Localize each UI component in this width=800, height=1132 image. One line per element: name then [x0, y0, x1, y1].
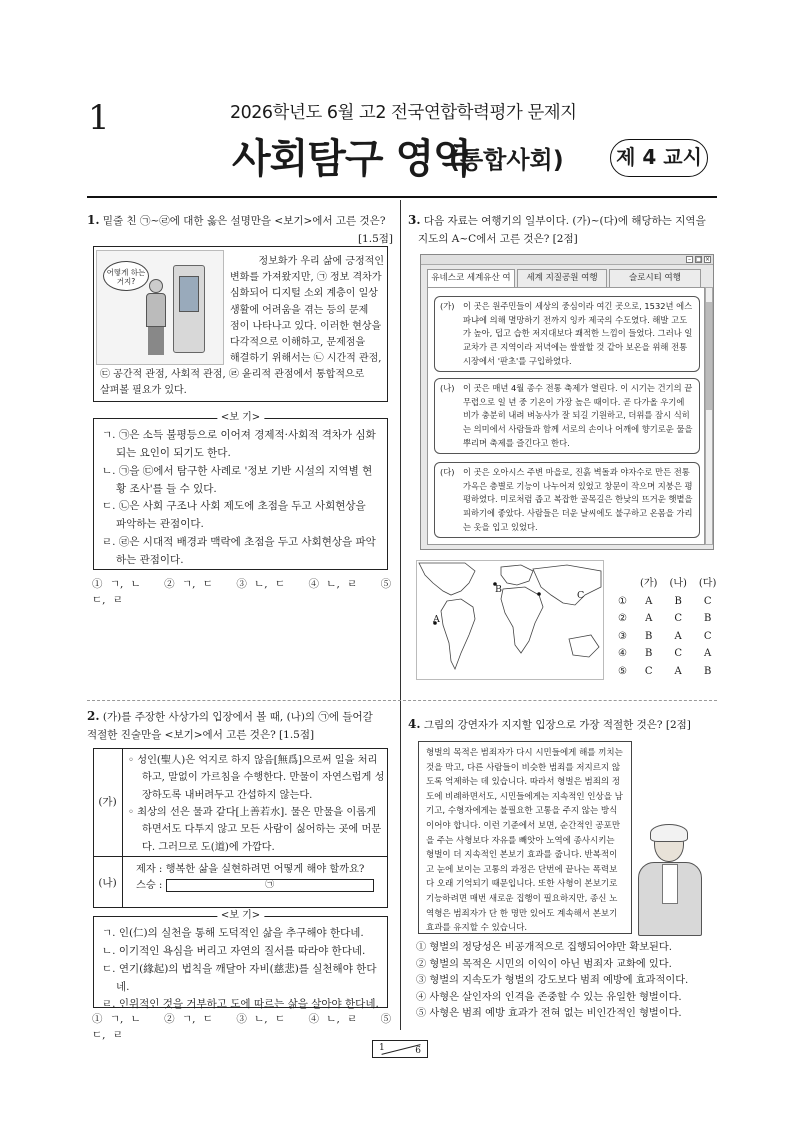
- subject-title: 사회탐구 영역: [232, 136, 471, 182]
- lecturer-wig: [650, 824, 688, 842]
- window-content: [427, 287, 705, 545]
- tab-unesco[interactable]: 유네스코 세계유산 여: [427, 269, 515, 287]
- q2-bogi-item: ㄷ. 연기(緣起)의 법칙을 깨달아 자비(慈悲)를 실천해야 한다네.: [102, 962, 377, 993]
- tab-slowcity[interactable]: 슬로시티 여행: [609, 269, 701, 287]
- close-icon[interactable]: ×: [705, 256, 711, 263]
- q1-choice-1[interactable]: ① ㄱ, ㄴ: [92, 578, 141, 590]
- q3-answer-cell: C: [644, 665, 653, 677]
- q2-choice-2[interactable]: ② ㄱ, ㄷ: [164, 1013, 213, 1025]
- q1-passage-line: 다각적으로 이해하고, 문제점을: [230, 336, 366, 348]
- q3-answer-cell: B: [703, 665, 712, 677]
- section-divider: [87, 700, 717, 701]
- q1-points: [1.5점]: [357, 232, 393, 245]
- q1-passage-line: 정보화가 우리 삶에 긍정적인: [258, 256, 384, 267]
- q4-lecture-passage: 형벌의 목적은 범죄자가 다시 시민들에게 해를 끼치는 것을 막고, 다른 사람들이 비슷한 범죄를 저지르지 않도록 억제하는 데 있습니다. 따라서 형벌은 범죄의 정도에 비례하면서도, 시민들에게는 지속적인 인상을 남기고, 수형자에게는 불필요한 고통을 주지 않는 방식이어야 합니다. 이런 기준에서 보면, 순간적인 공포만을 주는 사형보다 자유를 빼앗아 노역에 종사시키는 형벌이 더 지속적인 본보기 효과를 줍니다. 반복적이고 눈에 보이는 고통의 과정은 단번에 끝나는 폭력보다 오래 기억되기 때문입니다. 또한 사형이 본보기로 기능하려면 매번 새로운 집행이 필요하지만, 종신 노역형은 범죄자가 단 한 명만 있어도 계속해서 본보기 효과를 유지할 수 있습니다.: [418, 741, 632, 934]
- q3-answer-num[interactable]: ③: [618, 630, 627, 642]
- q4-choice-5[interactable]: ⑤ 사형은 범죄 예방 효과가 전혀 없는 비인간적인 형벌이다.: [416, 1008, 682, 1020]
- q1-stem: [87, 210, 393, 249]
- q3-answer-cell: A: [704, 648, 712, 659]
- q4-stem: [408, 714, 718, 735]
- q2-stem: [87, 706, 393, 745]
- q1-bogi-item: ㄹ. ㉣은 시대적 배경과 맥락에 초점을 두고 사회현상을 파악하는 관점이다.: [102, 536, 376, 566]
- item-label: (가): [440, 301, 455, 311]
- q2-na-student: 제자 : 행복한 삶을 실현하려면 어떻게 해야 할까요?: [136, 864, 365, 875]
- q3-answer-cell: C: [674, 613, 682, 624]
- q1-choices: [92, 576, 392, 609]
- item-text: 이 곳은 원주민들이 세상의 중심이라 여긴 곳으로, 1532년 에스파냐에 의해 멸망하기 전까지 잉카 제국의 수도였다. 해발 고도가 높아, 덥고 습한 저지대보다 쾌적한 느낌이 들었다. 그러나 일교차가 큰 지역이라 저녁에는 쌀쌀할 것 같아 보온을 위해 전통 시장에서 '판초'를 구입하였다.: [463, 301, 693, 366]
- q3-number: 3.: [408, 213, 421, 227]
- q2-row-divider: [123, 856, 388, 857]
- page-number: 1: [88, 98, 110, 138]
- kiosk-icon: [173, 265, 205, 353]
- subject-subtitle: (통합사회): [449, 146, 564, 174]
- q2-choice-4[interactable]: ④ ㄴ, ㄹ: [308, 1013, 358, 1025]
- q2-stem-line1: (가)를 주장한 사상가의 입장에서 볼 때, (나)의 ㉠에 들어갈: [102, 711, 373, 723]
- world-map-svg: [417, 561, 605, 681]
- q4-number: 4.: [408, 717, 421, 731]
- q1-bogi-item: ㄴ. ㉠을 ㉢에서 탐구한 사례로 '정보 기반 시설의 지역별 현황 조사'를 들 수 있다.: [102, 464, 373, 495]
- period-badge: 제 4 교시: [610, 139, 708, 177]
- q3-answer-row[interactable]: [612, 594, 721, 610]
- q3-answer-header: (다): [698, 578, 717, 589]
- header-rule: [87, 196, 717, 198]
- q2-choices: [92, 1011, 392, 1044]
- q2-bogi-item: ㄴ. 이기적인 욕심을 버리고 자연의 질서를 따라야 한다네.: [102, 944, 366, 957]
- q2-na-label: (나): [93, 856, 123, 908]
- map-label-a: A: [433, 614, 440, 625]
- q3-answer-cell: B: [703, 613, 712, 624]
- q4-choice-1[interactable]: ① 형벌의 정당성은 비공개적으로 집행되어야만 확보된다.: [416, 942, 672, 953]
- footer-total-pages: 6: [415, 1046, 421, 1056]
- q2-na-teacher-line: [136, 878, 386, 894]
- q2-na-content: [136, 862, 386, 895]
- q2-number: 2.: [87, 709, 100, 723]
- q3-answer-header-blank: [612, 576, 633, 592]
- q3-answer-cell: C: [674, 648, 682, 659]
- q3-answer-row[interactable]: [612, 629, 721, 645]
- q2-choice-3[interactable]: ③ ㄴ, ㄷ: [236, 1013, 286, 1025]
- item-label: (나): [440, 383, 455, 393]
- q3-answer-table: [610, 574, 723, 681]
- q3-answer-cell: A: [645, 613, 653, 624]
- travel-window: [420, 254, 714, 550]
- elderly-person-icon: [143, 279, 169, 355]
- maximize-icon[interactable]: □: [696, 256, 702, 263]
- page-footer: [372, 1040, 428, 1058]
- q1-passage: [230, 254, 384, 367]
- q1-illustration: [96, 250, 224, 365]
- q1-passage-line: 심화되어 디지털 소외 계층이 일상: [230, 288, 378, 300]
- travel-item-ga: [434, 296, 700, 372]
- q4-choice-4[interactable]: ④ 사형은 살인자의 인격을 존중할 수 있는 유일한 형벌이다.: [416, 991, 682, 1003]
- window-scrollbar[interactable]: [705, 287, 713, 545]
- q1-number: 1.: [87, 213, 100, 227]
- q3-answer-cell: B: [645, 630, 653, 642]
- q1-passage-line: ㉢ 공간적 관점, 사회적 관점, ㉣ 윤리적 관점에서 통합적으로: [100, 369, 365, 380]
- q3-answer-cell: B: [674, 595, 682, 607]
- footer-current-page: 1: [379, 1043, 385, 1053]
- minimize-icon[interactable]: –: [688, 256, 691, 263]
- travel-item-na: [434, 378, 700, 454]
- q3-answer-row[interactable]: [612, 611, 721, 627]
- q1-bogi-item: ㄷ. ㉡은 사회 구조나 사회 제도에 초점을 두고 사회현상을 파악하는 관점이다.: [102, 500, 366, 531]
- q2-ga-label: (가): [93, 748, 123, 856]
- q1-bogi-item: ㄱ. ㉠은 소득 불평등으로 이어져 경제적·사회적 격차가 심화되는 요인이 되기도 한다.: [102, 429, 376, 459]
- lecturer-shirt: [662, 864, 678, 904]
- q3-answer-header-row: [612, 576, 721, 592]
- q1-passage-line: 점이 나타나고 있다. 이러한 현상을: [230, 320, 382, 332]
- q2-bogi-title: <보 기>: [217, 908, 264, 924]
- q1-choice-2[interactable]: ② ㄱ, ㄷ: [164, 578, 213, 590]
- q3-stem-line1: 다음 자료는 여행기의 일부이다. (가)~(다)에 해당하는 지역을: [423, 215, 706, 227]
- q2-blank-mark: ㉠: [265, 879, 275, 890]
- map-label-c: C: [577, 590, 585, 601]
- q2-stem-line2: 적절한 진술만을 <보기>에서 고른 것은? [1.5점]: [87, 728, 315, 741]
- q1-passage-line: 생활에 어려움을 겪는 등의 문제: [230, 304, 369, 316]
- q3-answer-num[interactable]: ④: [618, 648, 627, 659]
- q1-bogi-title: <보 기>: [217, 410, 264, 426]
- q2-choice-1[interactable]: ① ㄱ, ㄴ: [92, 1013, 141, 1025]
- q4-choice-2[interactable]: ② 형벌의 목적은 시민의 이익이 아닌 범죄자 교화에 있다.: [416, 958, 672, 970]
- q3-answer-row[interactable]: [612, 646, 721, 662]
- q2-blank-box: [166, 879, 374, 892]
- item-label: (다): [440, 467, 455, 477]
- q1-bogi-box: [93, 412, 388, 570]
- q3-answer-header: (나): [669, 578, 687, 589]
- window-titlebar: [421, 255, 713, 265]
- q3-answer-header: (가): [639, 578, 658, 589]
- q3-answer-cell: A: [645, 595, 653, 607]
- q3-answer-num[interactable]: ①: [618, 595, 627, 607]
- q2-na-teacher: 스승 :: [136, 880, 163, 892]
- q2-bogi-item: ㄱ. 인(仁)의 실천을 통해 도덕적인 삶을 추구해야 한다네.: [102, 927, 364, 939]
- lecturer-figure: [630, 826, 712, 936]
- q1-passage-line: 살펴볼 필요가 있다.: [100, 385, 187, 397]
- q4-stem-text: 그림의 강연자가 지지할 입장으로 가장 적절한 것은? [2점]: [423, 719, 691, 731]
- q1-passage-line: 변화를 가져왔지만, ㉠ 정보 격차가: [230, 272, 382, 284]
- q3-answer-num[interactable]: ⑤: [618, 665, 627, 677]
- q1-stem-text: 밑줄 친 ㉠~㉣에 대한 옳은 설명만을 <보기>에서 고른 것은?: [102, 215, 386, 227]
- q3-stem: [408, 210, 718, 249]
- q4-choice-3[interactable]: ③ 형벌의 지속도가 형벌의 강도보다 범죄 예방에 효과적이다.: [416, 975, 689, 987]
- exam-title-line: 2026학년도 6월 고2 전국연합학력평가 문제지: [230, 103, 577, 123]
- q2-ga-item: ◦ 성인(聖人)은 억지로 하지 않음[無爲]으로써 일을 처리하고, 말없이 가르침을 수행한다. 만물이 자연스럽게 성장하도록 내버려두고 간섭하지 않는다.: [128, 755, 385, 801]
- q3-answer-cell: A: [674, 665, 682, 677]
- q3-answer-cell: B: [645, 648, 653, 659]
- q2-bogi-item: ㄹ. 인위적인 것을 거부하고 도에 따르는 삶을 살아야 한다네.: [102, 998, 379, 1011]
- q3-answer-cell: C: [703, 595, 712, 607]
- q3-answer-num[interactable]: ②: [618, 613, 627, 624]
- map-point-c: [537, 592, 541, 596]
- item-text: 이 곳은 매년 4월 종수 전통 축제가 열린다. 이 시기는 건기의 끝 무렵으로 일 년 중 기온이 가장 높은 때이다. 곧 다가올 우기에 비가 충분히 내려 벼농사가 잘 되길 기원하고, 더위를 잠시 식히는 의미에서 사람들과 함께 서로의 손이나 어깨에 향기로운 물을 뿌리며 축제를 즐긴다고 한다.: [463, 383, 693, 448]
- q3-answer-row[interactable]: [612, 664, 721, 680]
- q4-choices: [416, 940, 716, 1023]
- q2-ga-item: ◦ 최상의 선은 물과 같다[上善若水]. 물은 만물을 이롭게 하면서도 다투지 않고 모든 사람이 싫어하는 곳에 머문다. 그러므로 도(道)에 가깝다.: [128, 807, 382, 853]
- item-text: 이 곳은 오아시스 주변 마을로, 진흙 벽돌과 야자수로 만든 전통 가옥은 층별로 기능이 나누어져 있었고 창문이 작으며 지붕은 평평하였다. 미로처럼 좁고 복잡한 골목길은 한낮의 뜨거운 햇볕을 피하기에 좋았다. 사람들은 더운 날씨에도 불구하고 온몸을 가리는 옷을 입고 있었다.: [463, 467, 693, 532]
- q1-choice-4[interactable]: ④ ㄴ, ㄹ: [308, 578, 358, 590]
- tab-geopark[interactable]: 세계 지질공원 여행: [517, 269, 607, 287]
- speech-bubble: 어떻게 하는 거지?: [103, 261, 149, 291]
- q3-stem-line2: 지도의 A~C에서 고른 것은? [2점]: [418, 232, 578, 245]
- scrollbar-thumb[interactable]: [706, 302, 712, 410]
- column-divider: [400, 200, 401, 1030]
- world-map: [416, 560, 604, 680]
- q1-choice-5[interactable]: ⑤ ㄷ, ㄹ: [92, 578, 392, 607]
- map-label-b: B: [495, 584, 502, 595]
- q3-answer-cell: C: [703, 630, 712, 642]
- q2-bogi-box: [93, 910, 388, 1011]
- q2-choice-5[interactable]: ⑤ ㄷ, ㄹ: [92, 1013, 392, 1042]
- q1-passage-line: 해결하기 위해서는 ㉡ 시간적 관점,: [230, 353, 382, 365]
- q3-answer-cell: A: [674, 630, 682, 642]
- q2-ga-content: [128, 752, 386, 856]
- q1-passage-tail: [100, 367, 386, 399]
- q1-choice-3[interactable]: ③ ㄴ, ㄷ: [236, 578, 286, 590]
- travel-item-da: [434, 462, 700, 538]
